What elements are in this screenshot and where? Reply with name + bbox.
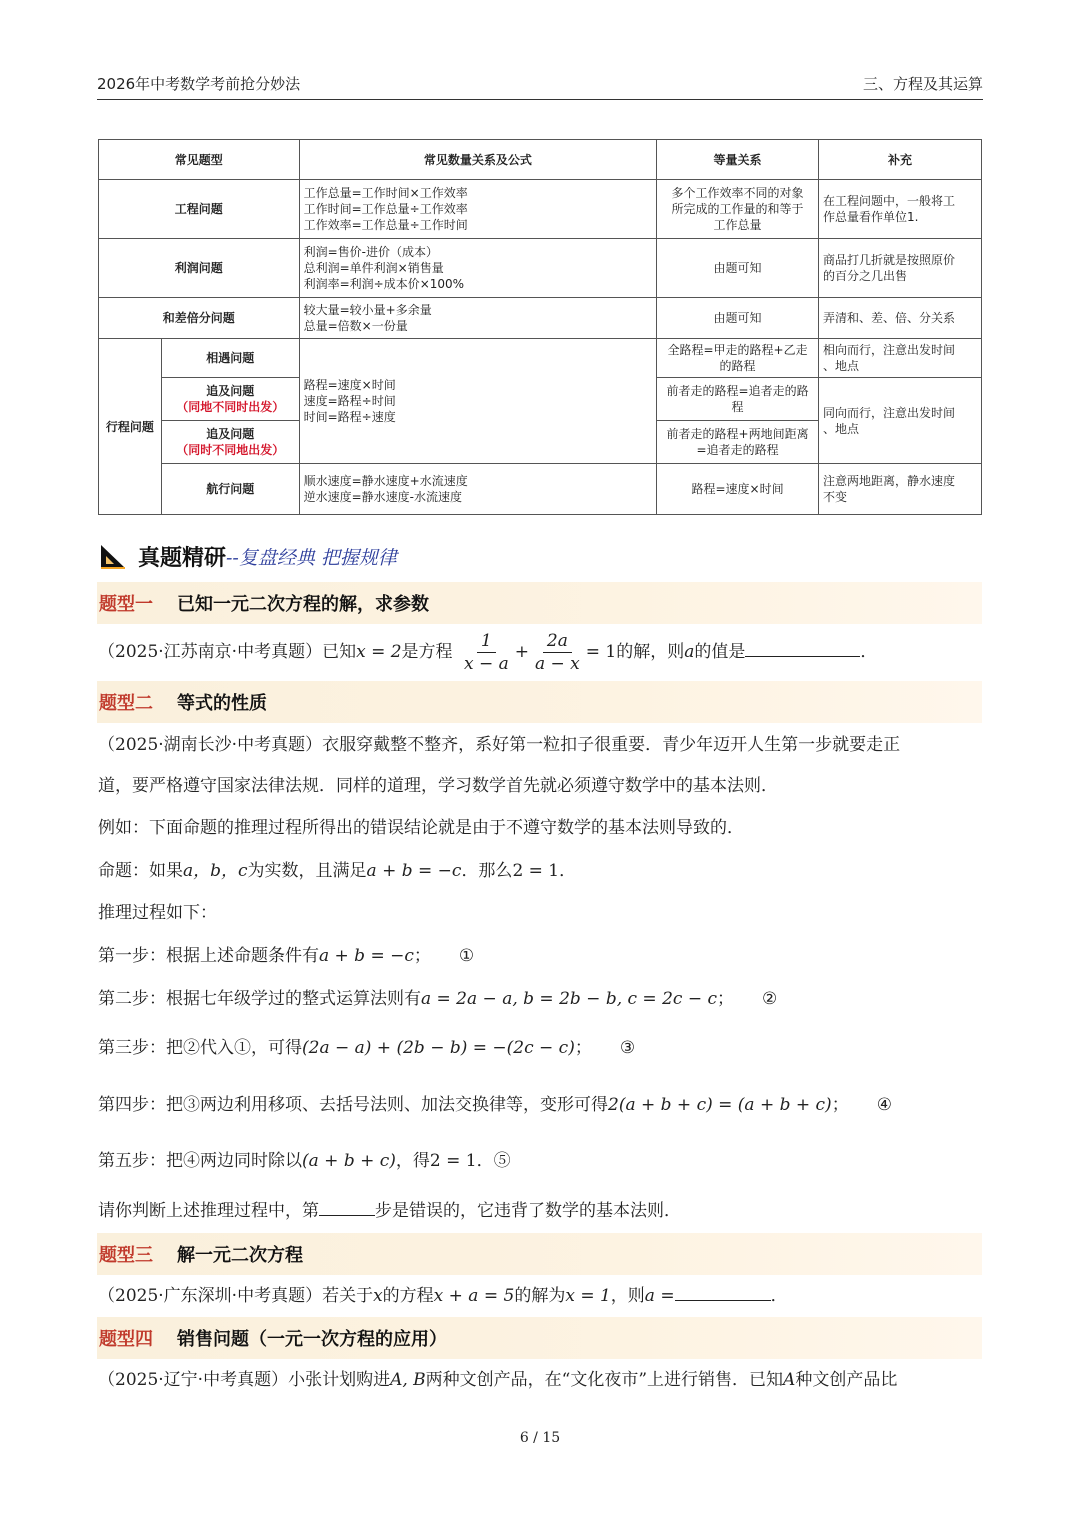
table-row	[99, 180, 982, 239]
travel-meet: 相遇问题	[161, 339, 299, 378]
paragraph: 道，要严格遵守国家法律法规．同样的道理，学习数学首先就必须遵守数学中的基本法则．	[98, 776, 778, 796]
header-title: 2026年中考数学考前抢分妙法	[97, 75, 301, 93]
fraction-2: $\frac{2a}{a - x}$	[534, 631, 580, 674]
question-type-title: 解一元二次方程	[177, 1245, 303, 1266]
section-main-title: 真题精研	[138, 545, 227, 571]
travel-chase-note: 同向而行，注意出发时间 、地点	[819, 378, 982, 464]
step-1: 第一步：根据上述命题条件有a + b = −c； ①	[98, 946, 475, 966]
row-type: 利润问题	[99, 239, 300, 298]
col-header: 补充	[819, 140, 982, 180]
question-4: （2025·辽宁·中考真题）小张计划购进A, B两种文创产品，在“文化夜市”上进行销售．已知A种文创产品比	[98, 1370, 898, 1390]
row-relation: 由题可知	[657, 298, 819, 339]
travel-boat-formula: 顺水速度=静水速度+水流速度 逆水速度=静水速度-水流速度	[299, 464, 656, 515]
row-note: 商品打几折就是按照原价 的百分之几出售	[819, 239, 982, 298]
row-note: 在工程问题中，一般将工 作总量看作单位1.	[819, 180, 982, 239]
answer-blank	[745, 639, 860, 657]
set-square-icon	[98, 542, 128, 570]
step-5: 第五步：把④两边同时除以(a + b + c)，得2 = 1．⑤	[98, 1151, 511, 1171]
row-formula: 工作总量=工作时间×工作效率 工作时间=工作总量÷工作效率 工作效率=工作总量÷工作时间	[299, 180, 656, 239]
page-header	[97, 74, 983, 100]
question-type-tag: 题型二	[99, 693, 153, 714]
question-2-ask: 请你判断上述推理过程中，第 步是错误的，它违背了数学的基本法则．	[98, 1198, 681, 1223]
travel-chase2: 追及问题 （同时不同地出发）	[161, 421, 299, 464]
travel-boat-note: 注意两地距离，静水速度 不变	[819, 464, 982, 515]
table-row	[99, 298, 982, 339]
row-type: 工程问题	[99, 180, 300, 239]
paragraph: 例如：下面命题的推理过程所得出的错误结论就是由于不遵守数学的基本法则导致的．	[98, 818, 744, 838]
row-relation: 多个工作效率不同的对象 所完成的工作量的和等于 工作总量	[657, 180, 819, 239]
table-row	[99, 464, 982, 515]
table-row	[99, 239, 982, 298]
question-type-band	[97, 1233, 982, 1275]
travel-boat-relation: 路程=速度×时间	[657, 464, 819, 515]
travel-formula: 路程=速度×时间 速度=路程÷时间 时间=路程÷速度	[299, 339, 656, 464]
page-number: 6 / 15	[519, 1430, 561, 1446]
header-chapter: 三、方程及其运算	[862, 75, 983, 93]
table-header-row	[99, 140, 982, 180]
travel-chase1: 追及问题 （同地不同时出发）	[161, 378, 299, 421]
question-1: （2025·江苏南京·中考真题）已知x = 2是方程 $\frac{1}{x - a}$ + $\frac{2a}{a - x}$ = 1的解，则a的值是 ．	[98, 631, 878, 674]
col-header: 常见题型	[99, 140, 300, 180]
travel-boat: 航行问题	[161, 464, 299, 515]
travel-type: 行程问题	[99, 339, 162, 515]
step-3: 第三步：把②代入①，可得(2a − a) + (2b − b) = −(2c − c)； ③	[98, 1038, 636, 1058]
answer-blank	[675, 1283, 771, 1301]
paragraph: 推理过程如下：	[98, 903, 217, 923]
section-title	[98, 538, 397, 574]
fraction-1: $\frac{1}{x - a}$	[463, 631, 509, 674]
paragraph: （2025·湖南长沙·中考真题）衣服穿戴整不整齐，系好第一粒扣子很重要．青少年迈开人生第一步就要走正	[98, 735, 901, 755]
question-type-title: 等式的性质	[177, 693, 267, 714]
travel-meet-relation: 全路程=甲走的路程+乙走 的路程	[657, 339, 819, 378]
step-2: 第二步：根据七年级学过的整式运算法则有a = 2a − a, b = 2b − b, c = 2c − c； ②	[98, 989, 778, 1009]
question-type-tag: 题型四	[99, 1329, 153, 1350]
step-4: 第四步：把③两边利用移项、去括号法则、加法交换律等，变形可得2(a + b + c) = (a + b + c)； ④	[98, 1095, 892, 1115]
question-type-band	[97, 582, 982, 624]
row-formula: 利润=售价-进价（成本） 总利润=单件利润×销售量 利润率=利润÷成本价×100%	[299, 239, 656, 298]
travel-chase2-relation: 前者走的路程+两地间距离 =追者走的路程	[657, 421, 819, 464]
travel-chase1-relation: 前者走的路程=追者走的路 程	[657, 378, 819, 421]
question-type-title: 销售问题（一元一次方程的应用）	[177, 1329, 447, 1350]
table-row	[99, 339, 982, 378]
row-type: 和差倍分问题	[99, 298, 300, 339]
question-type-tag: 题型三	[99, 1245, 153, 1266]
col-header: 常见数量关系及公式	[299, 140, 656, 180]
row-note: 弄清和、差、倍、分关系	[819, 298, 982, 339]
question-type-band	[97, 681, 982, 723]
formula-table	[98, 139, 982, 515]
question-type-tag: 题型一	[99, 594, 153, 615]
question-type-title: 已知一元二次方程的解，求参数	[177, 594, 429, 615]
row-relation: 由题可知	[657, 239, 819, 298]
section-subtitle: --复盘经典 把握规律	[226, 546, 397, 569]
col-header: 等量关系	[657, 140, 819, 180]
question-3: （2025·广东深圳·中考真题）若关于x的方程x + a = 5的解为x = 1，则a = ．	[98, 1283, 788, 1308]
answer-blank	[319, 1198, 375, 1216]
paragraph: 命题：如果a，b，c为实数，且满足a + b = −c．那么2 = 1．	[98, 861, 577, 881]
row-formula: 较大量=较小量+多余量 总量=倍数×一份量	[299, 298, 656, 339]
travel-meet-note: 相向而行，注意出发时间 、地点	[819, 339, 982, 378]
question-type-band	[97, 1317, 982, 1359]
